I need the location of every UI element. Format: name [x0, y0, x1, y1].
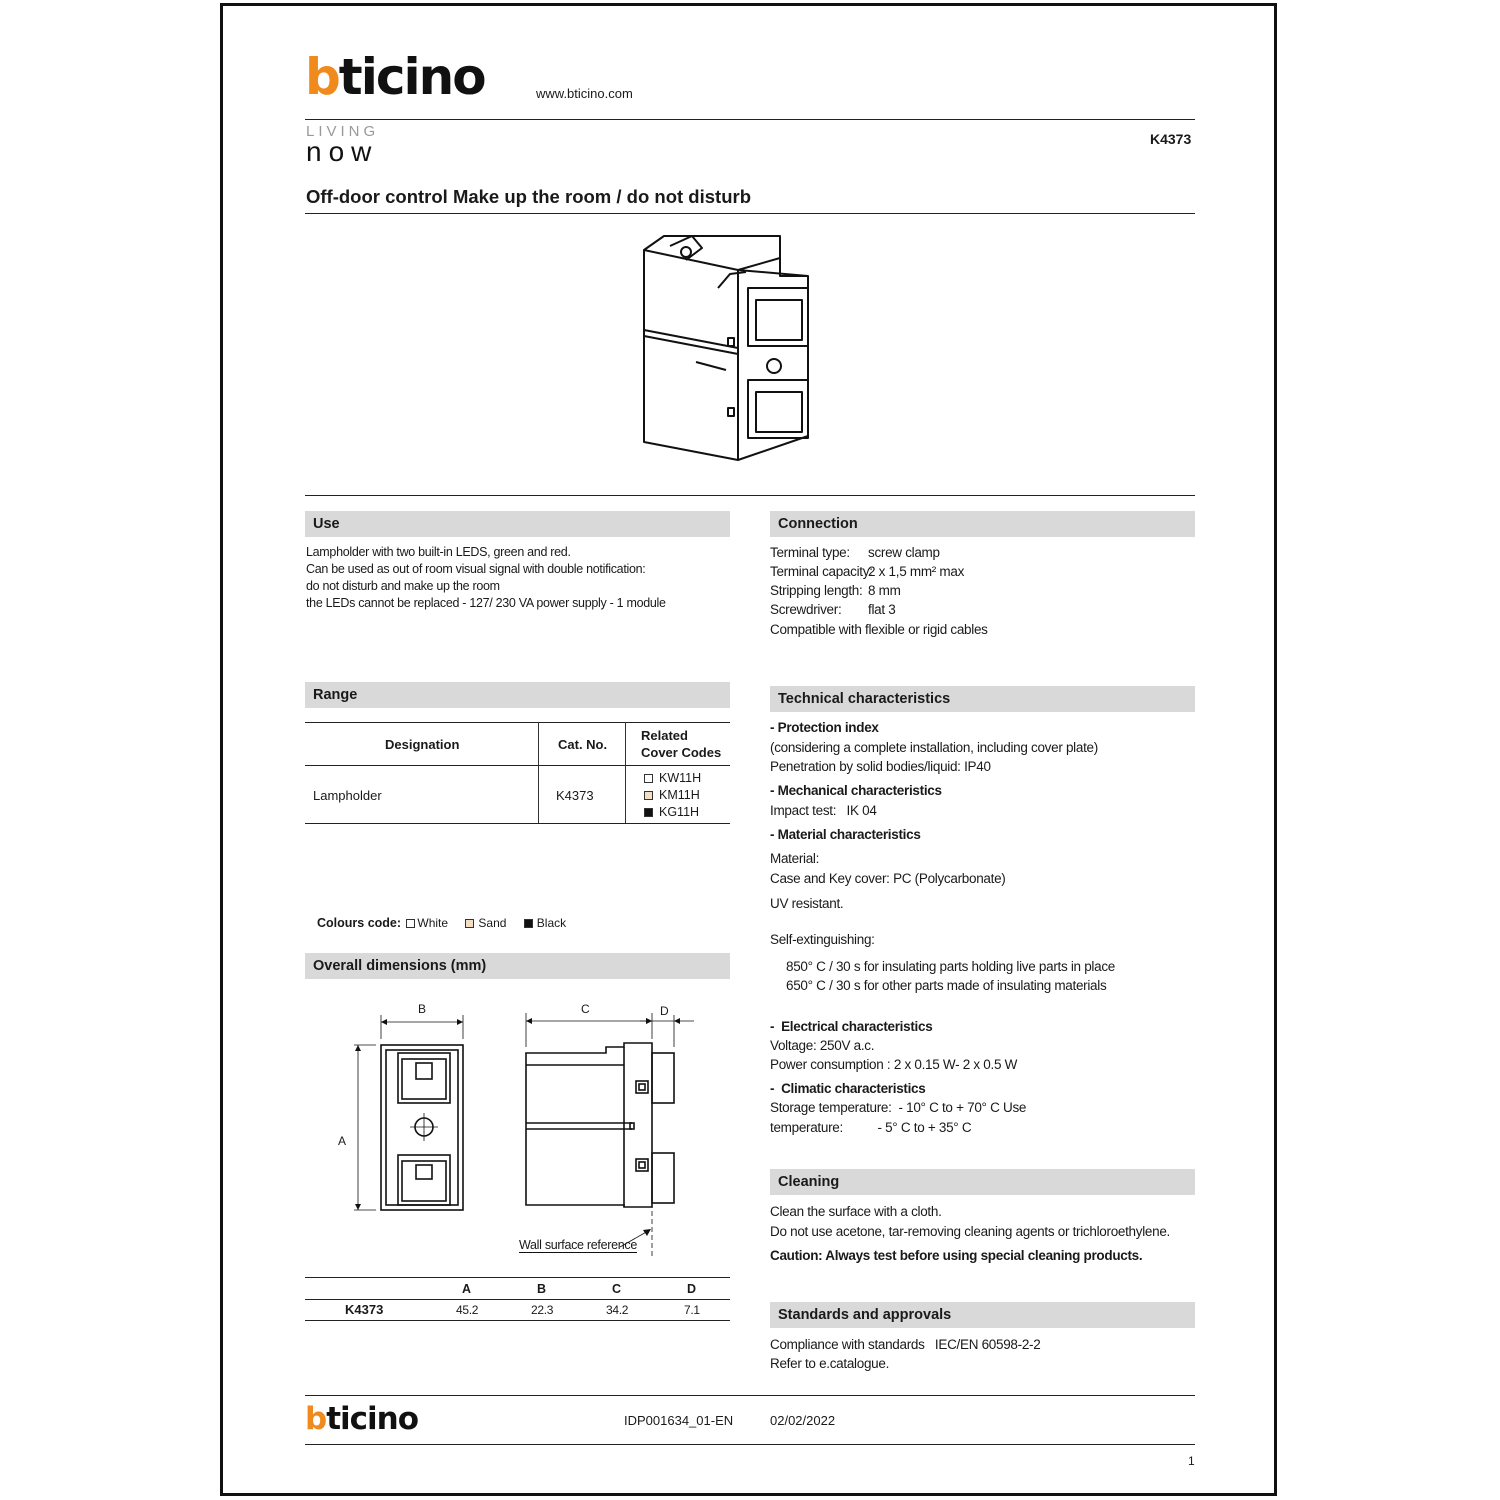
- use-line-3: do not disturb and make up the room: [306, 579, 500, 593]
- footer-logo-b: b: [305, 1401, 327, 1437]
- footer-top-rule: [305, 1395, 1195, 1396]
- series-now: now: [306, 136, 379, 167]
- material-line-1: Material:: [770, 851, 820, 866]
- range-heading: Range: [305, 682, 730, 708]
- dim-table-bottom-rule: [305, 1320, 730, 1321]
- colour-white-icon: [406, 919, 415, 928]
- colour-black-icon: [524, 919, 533, 928]
- conn-label-3: Stripping length:: [770, 583, 863, 598]
- footer-date: 02/02/2022: [770, 1413, 836, 1428]
- dim-value-c: 34.2: [606, 1303, 629, 1317]
- electrical-line-2: Power consumption : 2 x 0.15 W- 2 x 0.5 W: [770, 1057, 1018, 1072]
- product-illustration: [630, 228, 830, 468]
- cleaning-line-1: Clean the surface with a cloth.: [770, 1204, 942, 1219]
- protection-title: - Protection index: [770, 720, 879, 735]
- series-living: LIVING: [306, 123, 380, 140]
- mechanical-title: - Mechanical characteristics: [770, 783, 942, 798]
- conn-value-3: 8 mm: [868, 583, 901, 598]
- website: www.bticino.com: [536, 86, 633, 101]
- dim-value-b: 22.3: [531, 1303, 554, 1317]
- code-km11h: KM11H: [659, 788, 700, 802]
- swatch-sand-icon: [644, 791, 653, 800]
- technical-heading: Technical characteristics: [770, 686, 1195, 712]
- dimensions-heading: Overall dimensions (mm): [305, 953, 730, 979]
- use-line-2: Can be used as out of room visual signal with double notification:: [306, 562, 646, 576]
- colours-code: [317, 916, 566, 930]
- standards-heading: Standards and approvals: [770, 1302, 1195, 1328]
- dim-header-b: B: [537, 1282, 547, 1296]
- dim-label-a: A: [338, 1134, 346, 1148]
- title-rule: [305, 213, 1195, 214]
- range-code-2: [644, 788, 700, 802]
- header-rule: [305, 119, 1195, 120]
- protection-line-2: Penetration by solid bodies/liquid: IP40: [770, 759, 991, 774]
- section-rule: [305, 495, 1195, 496]
- cleaning-heading: Cleaning: [770, 1169, 1195, 1195]
- conn-note: Compatible with flexible or rigid cables: [770, 622, 988, 637]
- swatch-white-icon: [644, 774, 653, 783]
- range-col-divider-2: [625, 722, 626, 823]
- protection-line-1: (considering a complete installation, including cover plate): [770, 740, 1098, 755]
- dim-table-top-rule: [305, 1277, 730, 1278]
- conn-value-4: flat 3: [868, 602, 896, 617]
- range-col-divider-1: [538, 722, 539, 823]
- range-bottom-rule: [305, 823, 730, 824]
- use-line-4: the LEDs cannot be replaced - 127/ 230 VA power supply - 1 module: [306, 596, 666, 610]
- wall-surface-reference: Wall surface reference: [519, 1238, 637, 1252]
- page-title: Off-door control Make up the room / do not disturb: [306, 186, 751, 207]
- dim-value-a: 45.2: [456, 1303, 479, 1317]
- use-line-1: Lampholder with two built-in LEDS, green and red.: [306, 545, 571, 559]
- climatic-title: - Climatic characteristics: [770, 1081, 926, 1096]
- range-header-related-2: Cover Codes: [641, 745, 722, 760]
- standards-line-2: Refer to e.catalogue.: [770, 1356, 890, 1371]
- conn-label-4: Screwdriver:: [770, 602, 842, 617]
- range-header-designation: Designation: [385, 737, 460, 752]
- climatic-line-1: Storage temperature: - 10° C to + 70° C Use: [770, 1100, 1027, 1115]
- dim-label-d: D: [660, 1004, 669, 1018]
- range-header-catno: Cat. No.: [558, 737, 608, 752]
- uv-resistant: UV resistant.: [770, 896, 844, 911]
- dim-header-c: C: [612, 1282, 622, 1296]
- dim-table-mid-rule: [305, 1299, 730, 1300]
- dim-value-d: 7.1: [684, 1303, 700, 1317]
- bticino-logo: [305, 48, 485, 106]
- connection-heading: Connection: [770, 511, 1195, 537]
- footer-bticino-logo: [305, 1401, 419, 1437]
- conn-label-2: Terminal capacity:: [770, 564, 873, 579]
- colour-black-label: Black: [536, 916, 567, 930]
- colour-sand-icon: [465, 919, 474, 928]
- electrical-title: - Electrical characteristics: [770, 1019, 933, 1034]
- climatic-line-2: temperature: - 5° C to + 35° C: [770, 1120, 972, 1135]
- footer-bottom-rule: [305, 1444, 1195, 1445]
- page-frame: [220, 3, 1277, 1496]
- cleaning-line-2: Do not use acetone, tar-removing cleaning agents or trichloroethylene.: [770, 1224, 1170, 1239]
- logo-rest: ticino: [338, 48, 485, 106]
- page-number: 1: [1188, 1454, 1195, 1468]
- standards-line-1: Compliance with standards IEC/EN 60598-2-2: [770, 1337, 1041, 1352]
- electrical-line-1: Voltage: 250V a.c.: [770, 1038, 875, 1053]
- swatch-black-icon: [644, 808, 653, 817]
- use-heading: Use: [305, 511, 730, 537]
- conn-value-1: screw clamp: [868, 545, 940, 560]
- range-header-related-1: Related: [641, 728, 688, 743]
- conn-label-1: Terminal type:: [770, 545, 850, 560]
- mechanical-line: Impact test: IK 04: [770, 803, 877, 818]
- material-line-2: Case and Key cover: PC (Polycarbonate): [770, 871, 1006, 886]
- range-code-1: [644, 771, 701, 785]
- dim-label-b: B: [418, 1002, 426, 1016]
- dim-label-c: C: [581, 1002, 590, 1016]
- colours-label: Colours code:: [317, 916, 402, 930]
- cat-number: K4373: [1150, 131, 1192, 147]
- code-kw11h: KW11H: [659, 771, 702, 785]
- range-top-rule: [305, 722, 730, 723]
- footer-doc-id: IDP001634_01-EN: [624, 1413, 734, 1428]
- logo-b: b: [305, 48, 339, 106]
- material-title: - Material characteristics: [770, 827, 921, 842]
- dimension-drawing: [330, 995, 710, 1265]
- self-extinguishing: Self-extinguishing:: [770, 932, 875, 947]
- colour-sand-label: Sand: [478, 916, 507, 930]
- self-ext-line-2: 650° C / 30 s for other parts made of insulating materials: [786, 978, 1107, 993]
- footer-logo-rest: ticino: [326, 1401, 419, 1437]
- cleaning-caution: Caution: Always test before using special cleaning products.: [770, 1248, 1143, 1263]
- self-ext-line-1: 850° C / 30 s for insulating parts holding live parts in place: [786, 959, 1115, 974]
- range-code-3: [644, 805, 699, 819]
- range-designation: Lampholder: [313, 788, 382, 803]
- conn-value-2: 2 x 1,5 mm² max: [868, 564, 965, 579]
- dim-header-d: D: [687, 1282, 697, 1296]
- range-catno: K4373: [556, 788, 594, 803]
- dim-row-label: K4373: [345, 1302, 384, 1317]
- dim-header-a: A: [462, 1282, 472, 1296]
- colour-white-label: White: [417, 916, 449, 930]
- code-kg11h: KG11H: [659, 805, 700, 819]
- range-mid-rule: [305, 765, 730, 766]
